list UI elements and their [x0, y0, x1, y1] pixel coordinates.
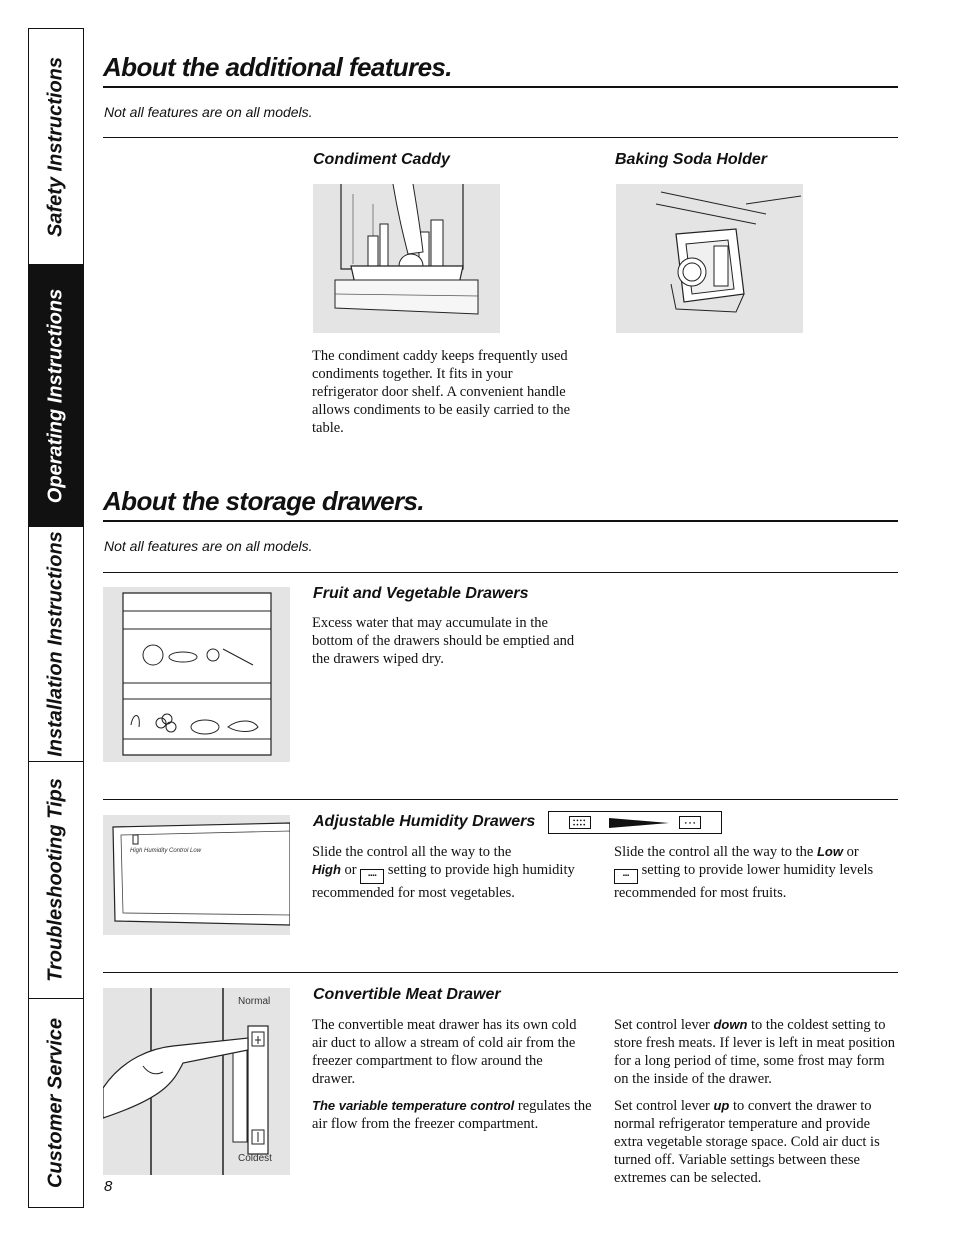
divider: [103, 137, 898, 138]
fruit-vegetable-drawers-illustration: [103, 587, 290, 762]
humidity-drawer-illustration: [103, 815, 290, 935]
models-note: Not all features are on all models.: [104, 538, 313, 554]
meat-drawer-text-4: Set control lever up to convert the drawer to normal refrigerator temperature and provide extra vegetable storage space. Cold air duct is turned off. Variable settings between these extremes can be selected.: [614, 1098, 880, 1186]
fruit-vegetable-drawers-text: Excess water that may accumulate in the bottom of the drawers should be emptied and the drawers wiped dry.: [312, 615, 575, 667]
condiment-caddy-illustration: [313, 184, 500, 333]
divider: [103, 86, 898, 88]
condiment-caddy-heading: Condiment Caddy: [313, 151, 450, 168]
low-humidity-icon: ▪▪▪: [614, 869, 638, 884]
fruit-vegetable-drawers-heading: Fruit and Vegetable Drawers: [313, 585, 529, 602]
divider: [103, 520, 898, 522]
convertible-meat-drawer-illustration: [103, 988, 290, 1175]
section-title-additional-features: About the additional features.: [103, 52, 452, 82]
divider: [103, 572, 898, 573]
high-humidity-text: Slide the control all the way to the High or ▪▪▪▪ setting to provide high humidity recommended for most vegetables.: [312, 844, 575, 901]
models-note: Not all features are on all models.: [104, 104, 313, 120]
tab-customer-service[interactable]: Customer Service: [44, 1017, 67, 1188]
divider: [103, 799, 898, 800]
page-number: 8: [104, 1178, 113, 1195]
normal-label: Normal: [238, 996, 271, 1007]
humidity-control-panel-label: High Humidity Control Low: [130, 848, 202, 854]
tab-safety-instructions[interactable]: Safety Instructions: [29, 29, 83, 265]
tab-operating-instructions[interactable]: Operating Instructions: [29, 265, 83, 527]
tab-installation-instructions[interactable]: Installation Instructions: [29, 527, 83, 762]
meat-drawer-heading: Convertible Meat Drawer: [313, 986, 501, 1003]
meat-drawer-text-3: Set control lever down to the coldest setting to store fresh meats. If lever is left in meat position for a long period of time, some frost may form on the inside of the drawer.: [614, 1017, 896, 1087]
meat-drawer-text-2: The variable temperature control regulates the air flow from the freezer compartment.: [312, 1098, 592, 1132]
baking-soda-holder-illustration: [616, 184, 803, 333]
humidity-slider[interactable]: [548, 811, 722, 834]
divider: [103, 972, 898, 973]
slider-wedge: [609, 818, 669, 828]
baking-soda-holder-heading: Baking Soda Holder: [615, 151, 768, 168]
low-humidity-text: Slide the control all the way to the Low or ▪▪▪ setting to provide lower humidity levels recommended for most fruits.: [614, 844, 874, 901]
section-title-storage-drawers: About the storage drawers.: [103, 486, 425, 516]
side-tabs: [28, 28, 84, 1208]
high-humidity-icon: [569, 816, 591, 829]
condiment-caddy-text: The condiment caddy keeps frequently used condiments together. It fits in your refrigerator door shelf. A convenient handle allows condiments to be easily carried to the table.: [312, 348, 571, 436]
low-humidity-icon: [679, 816, 701, 829]
tab-troubleshooting-tips[interactable]: Troubleshooting Tips: [29, 762, 83, 999]
humidity-drawers-heading: Adjustable Humidity Drawers: [313, 813, 536, 830]
coldest-label: Coldest: [238, 1153, 272, 1164]
high-humidity-icon: ▪▪▪▪: [360, 869, 384, 884]
meat-drawer-text-1: The convertible meat drawer has its own cold air duct to allow a stream of cold air from the freezer compartment to flow around the drawer.: [312, 1017, 577, 1087]
